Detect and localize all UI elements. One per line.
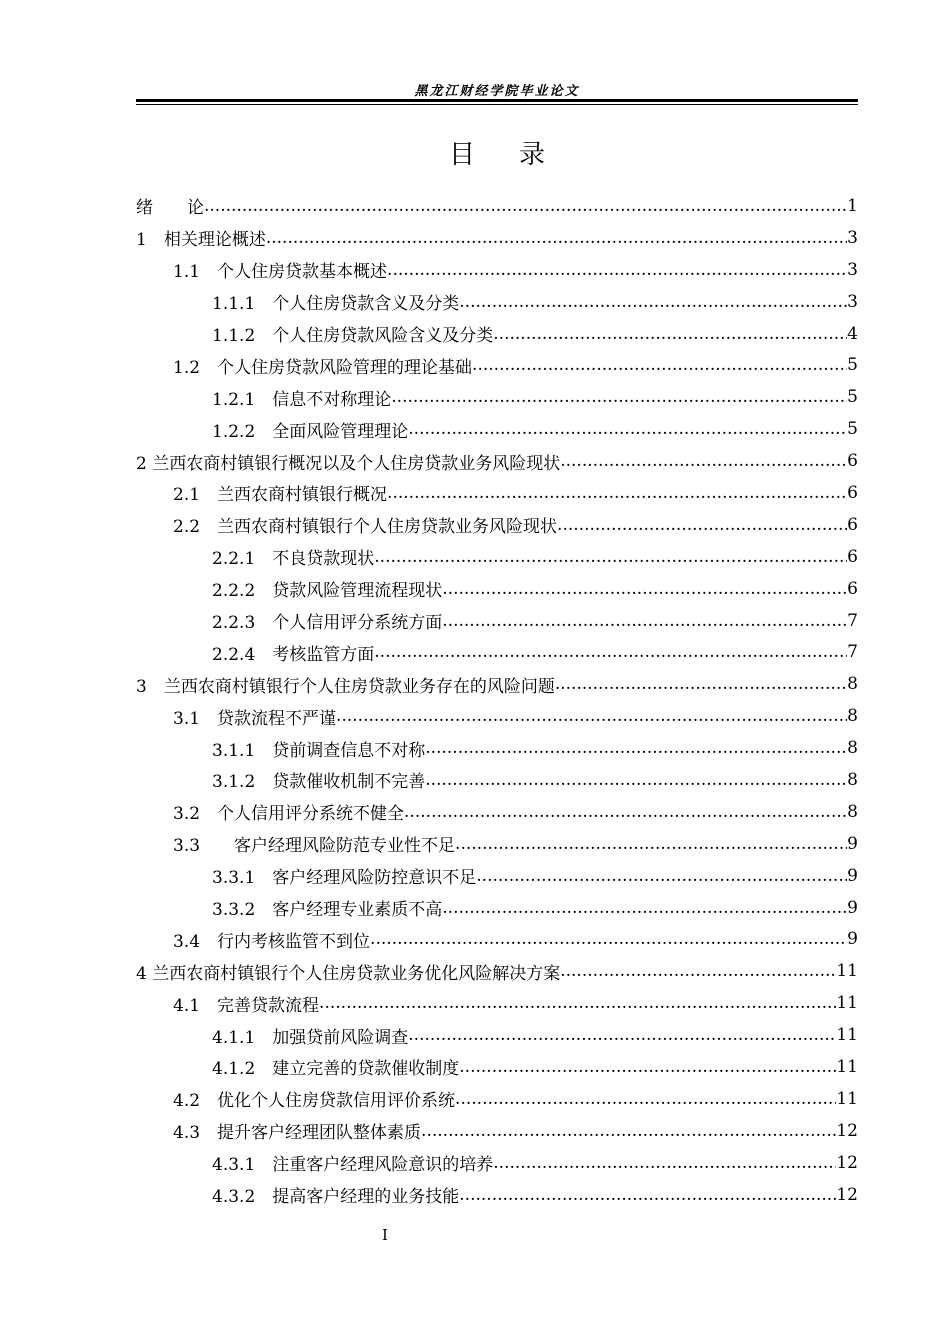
toc-leader-dots (266, 228, 847, 248)
toc-entry-title: 1.2.2 全面风险管理理论 (212, 421, 409, 442)
toc-entry-page: 11 (836, 1056, 858, 1077)
toc-leader-dots (442, 579, 847, 599)
toc-leader-dots (493, 324, 847, 344)
toc-entry-page: 8 (847, 738, 858, 759)
toc-entry[interactable] (136, 286, 858, 318)
header-rule-thick (136, 99, 858, 102)
toc-entry-title: 1.1.1 个人住房贷款含义及分类 (212, 294, 460, 315)
toc-entry-title: 2.2.3 个人信用评分系统方面 (212, 613, 443, 634)
toc-leader-dots (408, 1025, 836, 1045)
toc-title: 目录 (448, 140, 589, 170)
toc-entry[interactable] (136, 892, 858, 924)
toc-entry-page: 7 (847, 610, 858, 631)
toc-entry[interactable] (136, 541, 858, 573)
toc-entry-title: 4 兰西农商村镇银行个人住房贷款业务优化风险解决方案 (136, 963, 561, 984)
toc-leader-dots (476, 866, 847, 886)
toc-entry-page: 5 (847, 355, 858, 376)
toc-entry-title: 2.2.2 贷款风险管理流程现状 (212, 581, 443, 602)
toc-leader-dots (459, 1185, 836, 1205)
toc-entry-page: 12 (836, 1152, 858, 1173)
toc-entry-page: 5 (847, 387, 858, 408)
toc-leader-dots (387, 483, 847, 503)
toc-entry-page: 9 (847, 897, 858, 918)
header-institution-title: 黑龙江财经学院毕业论文 (414, 84, 580, 99)
toc-entry-title: 1 相关理论概述 (136, 230, 266, 251)
toc-entry-title: 4.1 完善贷款流程 (173, 995, 320, 1016)
toc-leader-dots (560, 961, 836, 981)
toc-leader-dots (557, 515, 847, 535)
toc-entry-title: 1.1.2 个人住房贷款风险含义及分类 (212, 326, 494, 346)
toc-entry-page: 1 (847, 195, 858, 216)
toc-entry-page: 11 (836, 961, 858, 982)
toc-leader-dots (408, 419, 847, 439)
toc-leader-dots (442, 611, 847, 631)
toc-leader-dots (472, 355, 847, 375)
toc-entry[interactable] (136, 222, 858, 254)
toc-entry-title: 4.2 优化个人住房贷款信用评价系统 (173, 1091, 456, 1112)
toc-entry[interactable] (136, 955, 858, 987)
toc-entry-page: 8 (847, 801, 858, 822)
toc-entry[interactable] (136, 1019, 858, 1051)
toc-entry-page: 3 (847, 259, 858, 280)
toc-entry-title: 3.1 贷款流程不严谨 (173, 708, 337, 729)
toc-entry-title: 1.2 个人住房贷款风险管理的理论基础 (173, 357, 473, 378)
toc-entry[interactable] (136, 764, 858, 796)
toc-entry[interactable] (136, 668, 858, 700)
toc-entry-title: 4.3.2 提高客户经理的业务技能 (212, 1187, 460, 1208)
toc-entry[interactable] (136, 987, 858, 1019)
toc-entry[interactable] (136, 1115, 858, 1147)
toc-entry[interactable] (136, 1083, 858, 1115)
toc-entry[interactable] (136, 923, 858, 955)
toc-entry[interactable] (136, 381, 858, 413)
toc-entry-page: 8 (847, 769, 858, 790)
toc-entry-page: 8 (847, 674, 858, 695)
toc-entry[interactable] (136, 445, 858, 477)
toc-entry[interactable] (136, 700, 858, 732)
toc-entry-title: 3.1.1 贷前调查信息不对称 (212, 740, 426, 761)
toc-entry[interactable] (136, 349, 858, 381)
toc-leader-dots (370, 929, 847, 949)
toc-entry-page: 9 (847, 929, 858, 950)
toc-leader-dots (455, 1089, 836, 1109)
footer-page-number: I (382, 1226, 388, 1244)
toc-leader-dots (493, 1153, 836, 1173)
toc-leader-dots (560, 451, 847, 471)
toc-entry-title: 2.1 兰西农商村镇银行概况 (173, 485, 388, 506)
toc-entry-title: 4.3.1 注重客户经理风险意识的培养 (212, 1155, 494, 1176)
toc-entry-page: 12 (836, 1184, 858, 1205)
toc-entry-page: 3 (847, 227, 858, 248)
toc-entry[interactable] (136, 732, 858, 764)
toc-entry-title: 4.1.1 加强贷前风险调查 (212, 1027, 409, 1048)
table-of-contents (136, 190, 858, 1211)
toc-entry[interactable] (136, 1147, 858, 1179)
toc-entry-page: 6 (847, 546, 858, 567)
toc-leader-dots (391, 387, 847, 407)
toc-entry[interactable] (136, 318, 858, 350)
toc-entry[interactable] (136, 605, 858, 637)
toc-entry-title: 4.1.2 建立完善的贷款催收制度 (212, 1059, 460, 1080)
toc-entry[interactable] (136, 1051, 858, 1083)
toc-entry[interactable] (136, 1179, 858, 1211)
toc-entry-title: 绪 论 (136, 198, 204, 219)
toc-leader-dots (459, 292, 847, 312)
toc-entry-page: 9 (847, 833, 858, 854)
toc-entry-page: 6 (847, 451, 858, 472)
toc-entry-page: 9 (847, 865, 858, 886)
toc-entry-title: 2 兰西农商村镇银行概况以及个人住房贷款业务风险现状 (136, 453, 561, 474)
toc-entry[interactable] (136, 860, 858, 892)
toc-entry-title: 3 兰西农商村镇银行个人住房贷款业务存在的风险问题 (136, 676, 555, 697)
toc-leader-dots (455, 834, 847, 854)
toc-entry-title: 3.3 客户经理风险防范专业性不足 (173, 836, 456, 857)
toc-entry-page: 8 (847, 706, 858, 727)
toc-entry-title: 3.3.1 客户经理风险防控意识不足 (212, 868, 477, 889)
toc-leader-dots (387, 260, 847, 280)
toc-entry[interactable] (136, 413, 858, 445)
toc-leader-dots (425, 770, 847, 790)
toc-entry-page: 11 (836, 1088, 858, 1109)
toc-entry-title: 3.4 行内考核监管不到位 (173, 931, 371, 952)
toc-leader-dots (442, 898, 847, 918)
toc-entry-page: 7 (847, 642, 858, 663)
header-rule-thin (136, 104, 858, 105)
toc-entry-title: 3.2 个人信用评分系统不健全 (173, 804, 405, 825)
toc-entry[interactable] (136, 509, 858, 541)
toc-leader-dots (421, 1121, 836, 1141)
toc-entry-page: 6 (847, 514, 858, 535)
toc-leader-dots (374, 547, 847, 567)
toc-entry-page: 4 (847, 323, 858, 344)
toc-entry-title: 3.1.2 贷款催收机制不完善 (212, 772, 426, 793)
toc-entry-page: 11 (836, 993, 858, 1014)
toc-entry-title: 2.2 兰西农商村镇银行个人住房贷款业务风险现状 (173, 517, 558, 538)
toc-leader-dots (459, 1057, 836, 1077)
toc-entry-page: 12 (836, 1120, 858, 1141)
toc-leader-dots (319, 993, 836, 1013)
toc-entry-title: 3.3.2 客户经理专业素质不高 (212, 900, 443, 921)
toc-entry-title: 1.2.1 信息不对称理论 (212, 389, 392, 410)
toc-entry[interactable] (136, 796, 858, 828)
toc-leader-dots (555, 674, 847, 694)
toc-entry[interactable] (136, 477, 858, 509)
toc-leader-dots (374, 642, 847, 662)
toc-entry-page: 3 (847, 291, 858, 312)
toc-entry-page: 11 (836, 1025, 858, 1046)
toc-leader-dots (336, 706, 847, 726)
toc-entry[interactable] (136, 573, 858, 605)
toc-entry-title: 2.2.1 不良贷款现状 (212, 549, 375, 570)
toc-entry[interactable] (136, 828, 858, 860)
toc-entry[interactable] (136, 636, 858, 668)
toc-entry-page: 6 (847, 578, 858, 599)
toc-leader-dots (204, 196, 847, 216)
toc-entry-page: 6 (847, 482, 858, 503)
toc-entry-page: 5 (847, 419, 858, 440)
toc-entry-title: 1.1 个人住房贷款基本概述 (173, 262, 388, 283)
toc-leader-dots (404, 802, 847, 822)
toc-leader-dots (425, 738, 847, 758)
toc-entry-title: 2.2.4 考核监管方面 (212, 644, 375, 665)
toc-entry[interactable] (136, 190, 858, 222)
toc-entry[interactable] (136, 254, 858, 286)
toc-entry-title: 4.3 提升客户经理团队整体素质 (173, 1123, 422, 1144)
